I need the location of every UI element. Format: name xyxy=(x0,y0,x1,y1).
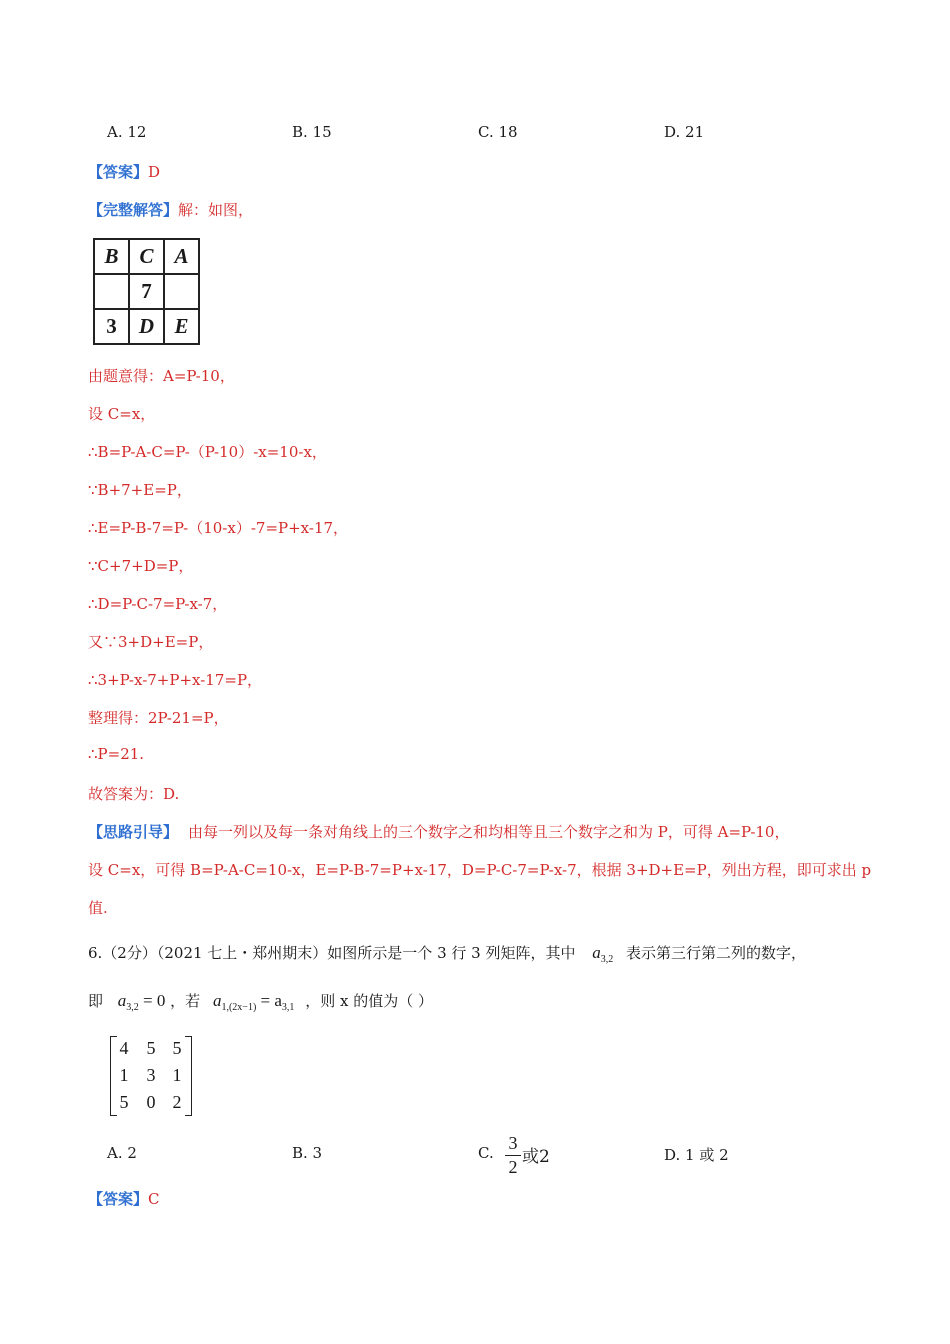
q6-option-c-prefix: C. xyxy=(478,1144,494,1162)
math-eq: = a xyxy=(260,991,282,1010)
fraction-numerator: 3 xyxy=(508,1133,518,1153)
q6-stem-line-2 xyxy=(88,990,433,1013)
solution-label: 【完整解答】 xyxy=(88,201,179,219)
matrix-cell: 1 xyxy=(119,1065,129,1085)
math-sub: 3,2 xyxy=(126,1002,139,1013)
q6-option-b: B. 3 xyxy=(292,1144,323,1162)
math-var: a xyxy=(592,943,601,962)
q5-option-c: C. 18 xyxy=(478,123,518,141)
math-var: a xyxy=(117,991,127,1010)
solution-step: 由题意得：A=P-10， xyxy=(88,367,235,385)
math-var: a xyxy=(212,991,222,1010)
math-eq: = 0 xyxy=(143,991,166,1010)
grid-cell-empty xyxy=(164,274,199,309)
matrix-cell: 2 xyxy=(172,1092,182,1112)
math-sub: 3,2 xyxy=(600,954,614,965)
answer-label: 【答案】 xyxy=(88,1190,149,1208)
answer-label: 【答案】 xyxy=(88,163,149,181)
grid-cell-e: E xyxy=(164,309,199,344)
fraction-denominator: 2 xyxy=(508,1157,518,1177)
solution-intro: 解：如图， xyxy=(178,201,254,219)
answer-value: C xyxy=(148,1190,160,1208)
matrix-cell: 1 xyxy=(172,1065,182,1085)
matrix-cell: 3 xyxy=(146,1065,156,1085)
q6-option-c-fraction xyxy=(503,1133,523,1178)
q5-option-d: D. 21 xyxy=(664,123,705,141)
grid-cell-a: A xyxy=(164,239,199,274)
solution-step: ∵B+7+E=P， xyxy=(88,481,192,499)
solution-step: ∵C+7+D=P， xyxy=(88,557,194,575)
solution-step: 整理得：2P-21=P， xyxy=(88,709,229,727)
solution-step: ∴E=P-B-7=P-（10-x）-7=P+x-17， xyxy=(88,519,349,537)
matrix-cell: 0 xyxy=(146,1092,156,1112)
grid-cell-empty xyxy=(94,274,129,309)
matrix-cell: 5 xyxy=(119,1092,129,1112)
q6-option-a: A. 2 xyxy=(107,1144,137,1162)
solution-step: ∴B=P-A-C=P-（P-10）-x=10-x， xyxy=(88,443,327,461)
matrix-cell: 5 xyxy=(172,1038,182,1058)
grid-cell-b: B xyxy=(94,239,129,274)
math-sub: 1,(2x−1) xyxy=(221,1002,257,1013)
q5-option-a: A. 12 xyxy=(107,123,147,141)
hint-line-2: 设 C=x，可得 B=P-A-C=10-x，E=P-B-7=P+x-17，D=P-C-7=P-x-7，根据 3+D+E=P，列出方程，即可求出 p xyxy=(88,861,872,879)
q6-stem-text: 即 xyxy=(88,992,104,1010)
hint-line-3: 值. xyxy=(88,899,108,917)
q6-stem-text: 6.（2分）（2021 七上・郑州期末）如图所示是一个 3 行 3 列矩阵，其中 xyxy=(88,944,576,962)
q5-hint xyxy=(88,821,789,842)
grid-cell-3: 3 xyxy=(94,309,129,344)
q5-answer xyxy=(88,161,160,182)
fraction-bar xyxy=(505,1155,521,1156)
hint-line-1: 由每一列以及每一条对角线上的三个数字之和均相等且三个数字之和为 P，可得 A=P-10， xyxy=(188,823,790,841)
answer-value: D xyxy=(148,163,161,181)
q6-option-c-suffix: 或2 xyxy=(522,1147,550,1167)
q6-math-a32 xyxy=(592,943,614,965)
hint-label: 【思路引导】 xyxy=(88,823,179,841)
q6-option-d: D. 1 或 2 xyxy=(664,1146,729,1164)
q6-answer xyxy=(88,1188,160,1209)
q6-stem-line-1 xyxy=(88,942,806,965)
grid-cell-c: C xyxy=(129,239,164,274)
solution-step: ∴3+P-x-7+P+x-17=P， xyxy=(88,671,263,689)
math-sub: 3,1 xyxy=(281,1002,295,1013)
q6-math-eq2 xyxy=(212,991,295,1013)
grid-cell-d: D xyxy=(129,309,164,344)
magic-square-grid xyxy=(93,238,200,345)
solution-step: ∴P=21. xyxy=(88,745,145,763)
matrix-cell: 5 xyxy=(146,1038,156,1058)
solution-step: 又∵3+D+E=P， xyxy=(88,633,214,651)
q5-option-b: B. 15 xyxy=(292,123,332,141)
q6-stem-text: 表示第三行第二列的数字， xyxy=(626,944,807,962)
q6-stem-text: ，则 x 的值为（ ） xyxy=(305,992,433,1010)
q5-solution-heading xyxy=(88,199,253,220)
matrix-cell: 4 xyxy=(119,1038,129,1058)
q6-stem-text: ，若 xyxy=(170,992,201,1010)
solution-step: ∴D=P-C-7=P-x-7， xyxy=(88,595,228,613)
grid-cell-7: 7 xyxy=(129,274,164,309)
solution-step: 设 C=x， xyxy=(88,405,156,423)
q6-matrix xyxy=(110,1036,192,1116)
solution-step: 故答案为：D. xyxy=(88,785,180,803)
q6-math-eq1 xyxy=(117,991,166,1013)
